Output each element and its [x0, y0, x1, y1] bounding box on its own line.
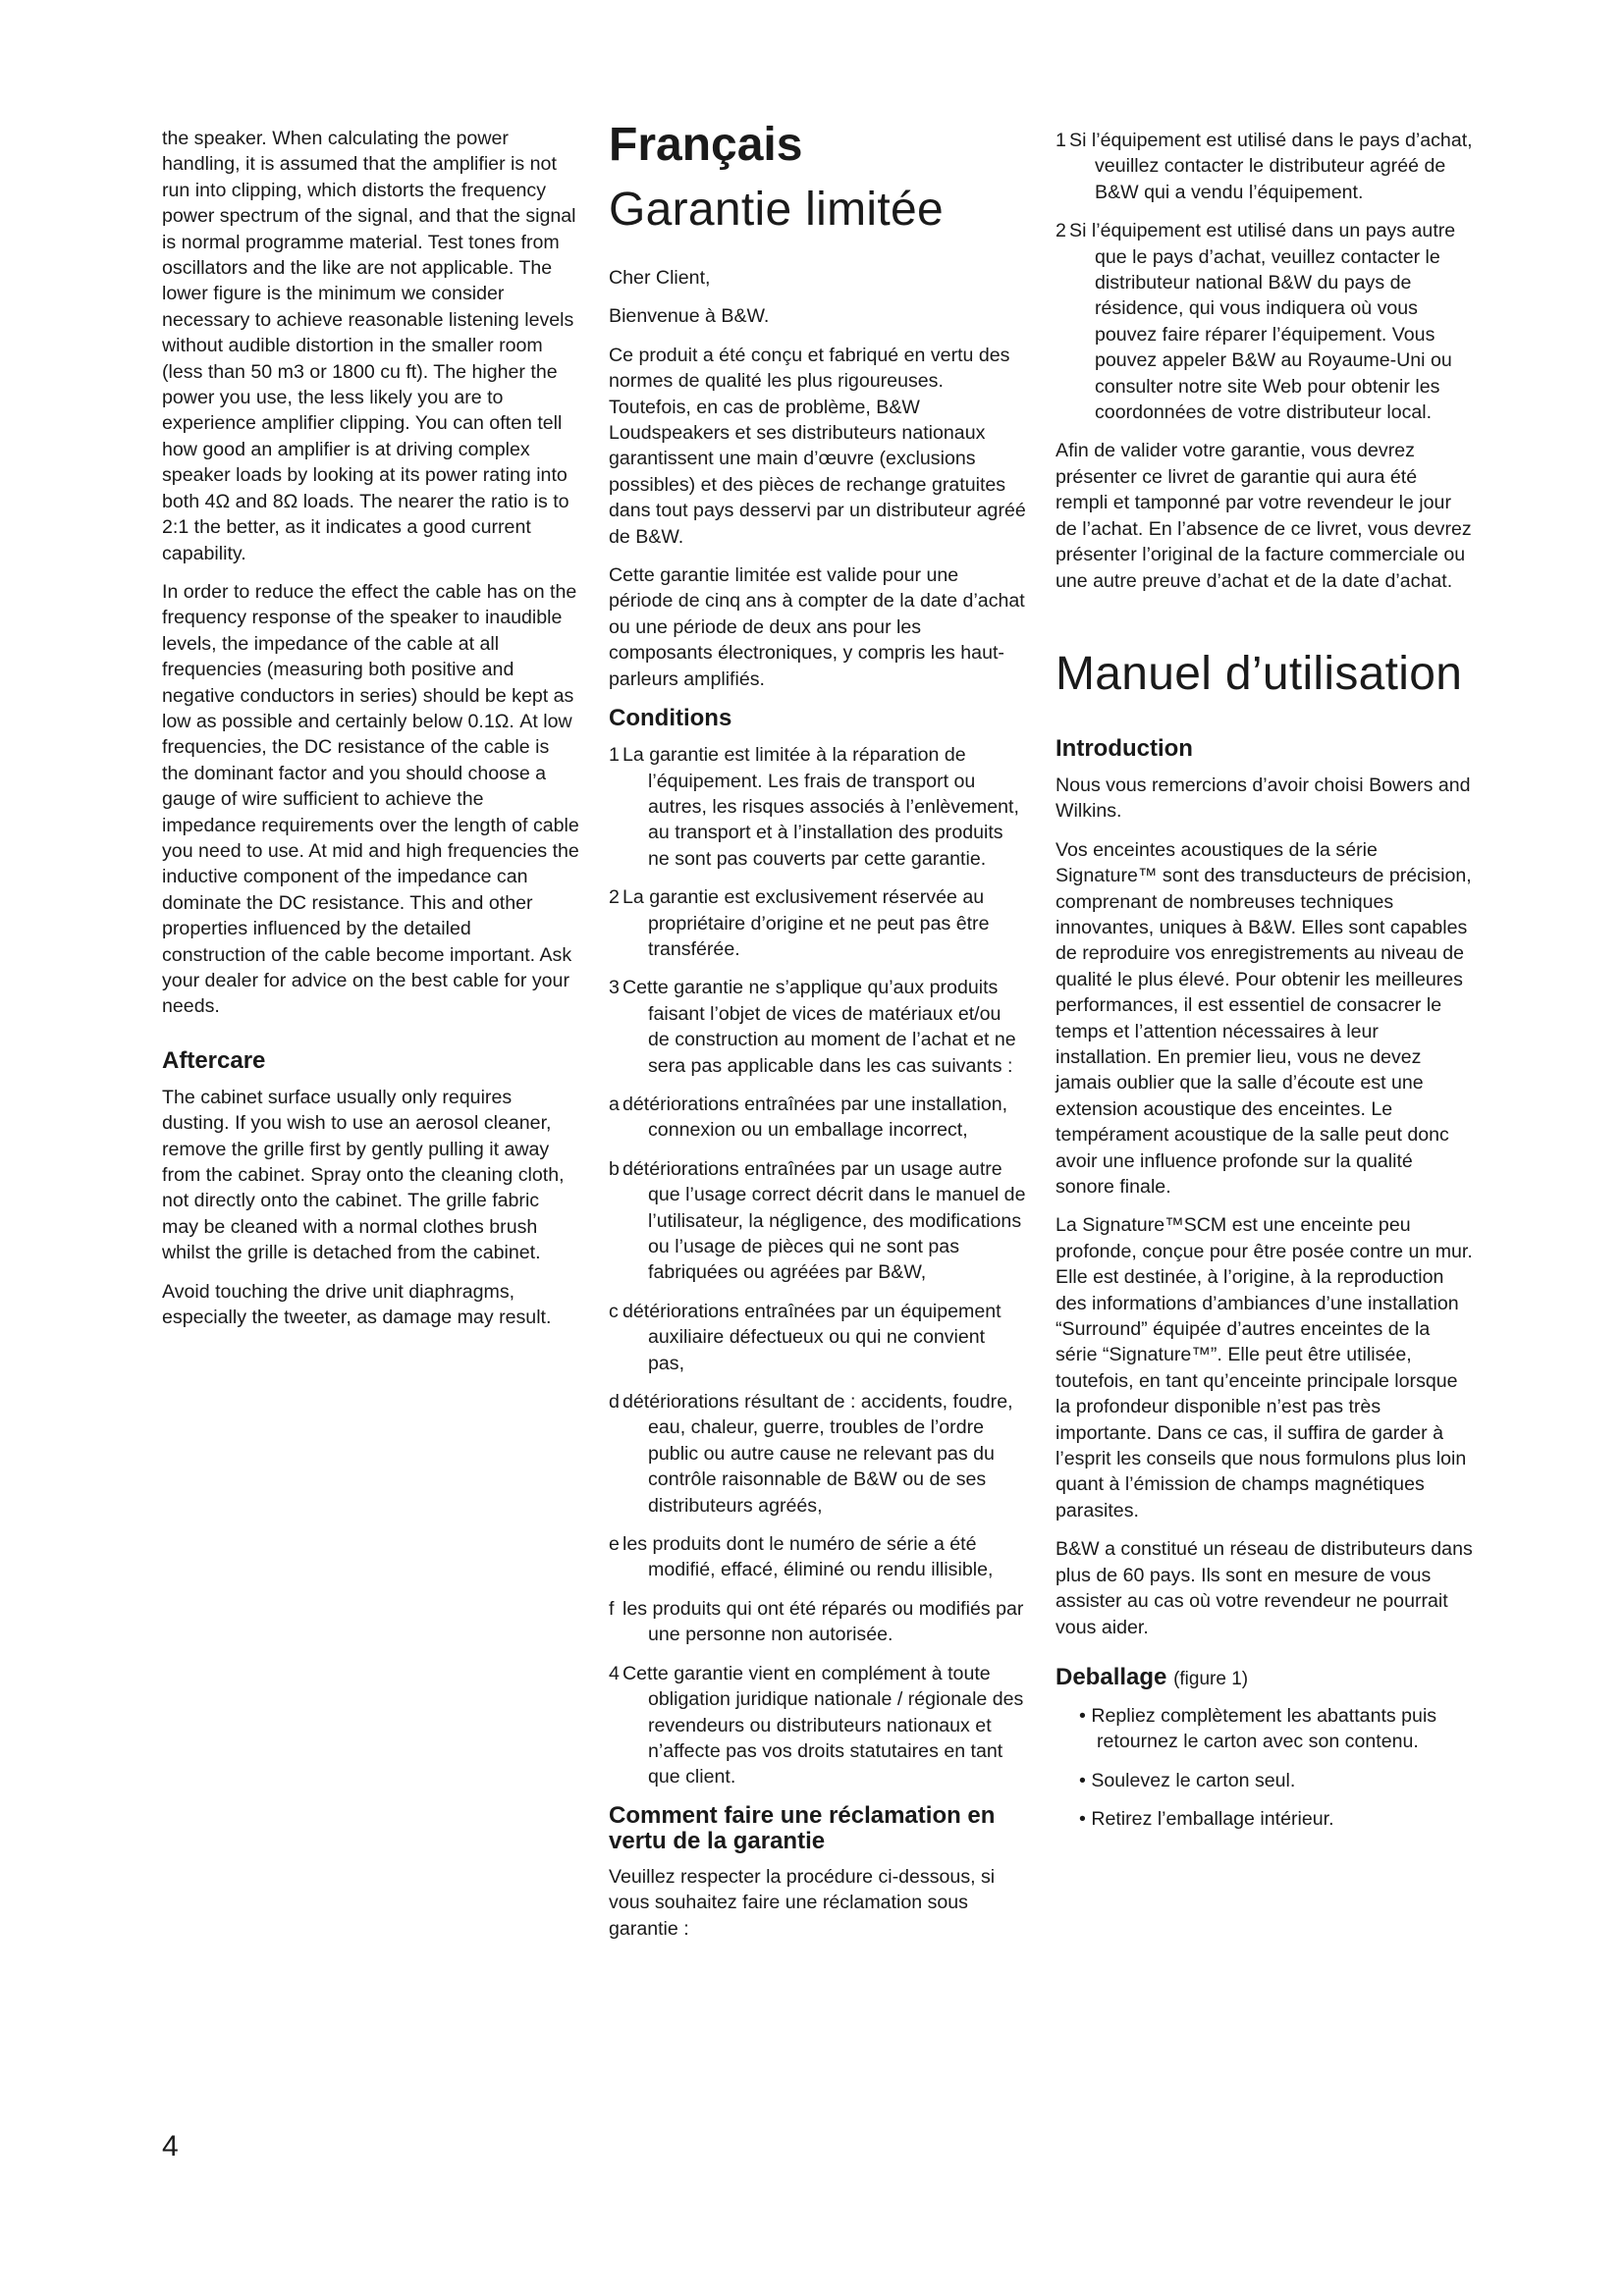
unpacking-label: Deballage	[1056, 1663, 1167, 1690]
condition-item: 2 La garantie est exclusivement réservée au propriétaire d’origine et ne peut pas être transférée.	[609, 886, 990, 960]
condition-item: d détériorations résultant de : accidents, foudre, eau, chaleur, guerre, troubles de l’ordre public ou autre cause ne relevant pas du contrôle raisonnable de B&W ou de ses distributeurs agréés,	[609, 1391, 1013, 1517]
paragraph-aftercare: The cabinet surface usually only requires dusting. If you wish to use an aerosol cleaner, remove the grille first by gently pulling it away from the cabinet. Spray onto the cleaning cloth, not directly onto the cabinet. The grille fabric may be cleaned with a normal clothes brush whilst the grille is detached from the cabinet.	[162, 1086, 565, 1264]
unpack-step: • Repliez complètement les abattants puis retournez le carton avec son contenu.	[1079, 1704, 1437, 1753]
condition-text: La garantie est limitée à la réparation de l’équipement. Les frais de transport ou autres, les risques associés à l’enlèvement, au transport et à l’installation des produits ne sont pas couverts par cette garantie.	[623, 744, 1019, 870]
paragraph-validate-warranty: Afin de valider votre garantie, vous devrez présenter ce livret de garantie qui aura été rempli et tamponné par votre revendeur le jour de l’achat. En l’absence de ce livret, vous devrez présenter l’original de la facture commerciale ou une autre preuve d’achat et de la date d’achat.	[1056, 440, 1472, 592]
manual-title: Manuel d’utilisation	[1056, 647, 1463, 700]
condition-item: 4 Cette garantie vient en complément à toute obligation juridique nationale / régionale des revendeurs ou distributeurs nationaux et n’affecte pas vos droits statutaires en tant que client.	[609, 1662, 1024, 1789]
condition-item: 1 La garantie est limitée à la réparation de l’équipement. Les frais de transport ou autres, les risques associés à l’enlèvement, au transport et à l’installation des produits ne sont pas couverts par cette garantie.	[609, 744, 1019, 870]
condition-item: 3 Cette garantie ne s’applique qu’aux produits faisant l’objet de vices de matériaux et/ou de construction au moment de l’achat et ne sera pas applicable dans les cas suivants :	[609, 977, 1016, 1077]
paragraph-signature-scm: La Signature™SCM est une enceinte peu profonde, conçue pour être posée contre un mur. Elle est destinée, à l’origine, à la reproduction des informations d’ambiances d’une installation “Surround” équipée d’autres enceintes de la série “Signature™”. Elle peut être utilisée, toutefois, en tant qu’enceinte principale lorsque la profondeur disponible n’est pas très importante. Dans ce cas, il suffira de garder à l’esprit les conseils que nous formulons plus loin quant à l’émission de champs magnétiques parasites.	[1056, 1214, 1473, 1522]
paragraph-warranty-period: Cette garantie limitée est valide pour une période de cinq ans à compter de la date d’achat ou une période de deux ans pour les composants électroniques, y compris les haut-parleurs amplifiés.	[609, 564, 1025, 690]
condition-text: détériorations entraînées par un usage autre que l’usage correct décrit dans le manuel de l’utilisateur, la négligence, des modifications ou l’usage de pièces qui ne sont pas fabriquées ou agréées par B&W,	[623, 1157, 1026, 1284]
condition-text: détériorations entraînées par une installation, connexion ou un emballage incorrect,	[623, 1093, 1008, 1142]
welcome: Bienvenue à B&W.	[609, 305, 770, 328]
heading-claim: Comment faire une réclamation en vertu de la garantie	[609, 1801, 996, 1854]
unpack-step-text: Retirez l’emballage intérieur.	[1091, 1808, 1334, 1831]
paragraph-warranty-intro: Ce produit a été conçu et fabriqué en vertu des normes de qualité les plus rigoureuses. Toutefois, en cas de problème, B&W Loudspeakers et ses distributeurs nationaux garantissent une main d’œuvre (exclusions possibles) et des pièces de rechange gratuites dans tout pays desservi par un distributeur agréé de B&W.	[609, 344, 1026, 548]
condition-text: Cette garantie ne s’applique qu’aux produits faisant l’objet de vices de matériaux et/ou de construction au moment de l’achat et ne sera pas applicable dans les cas suivants :	[623, 977, 1016, 1077]
paragraph-avoid-touching: Avoid touching the drive unit diaphragms, especially the tweeter, as damage may result.	[162, 1280, 552, 1329]
unpack-step-text: Repliez complètement les abattants puis retournez le carton avec son contenu.	[1091, 1704, 1437, 1753]
heading-aftercare: Aftercare	[162, 1046, 266, 1074]
condition-text: Cette garantie vient en complément à toute obligation juridique nationale / régionale des revendeurs ou distributeurs nationaux et n’affecte pas vos droits statutaires en tant que client.	[623, 1662, 1024, 1789]
heading-conditions: Conditions	[609, 705, 732, 732]
page-number: 4	[162, 2130, 179, 2163]
condition-item: c détériorations entraînées par un équipement auxiliaire défectueux ou qui ne convient pas,	[609, 1300, 1001, 1374]
heading-introduction: Introduction	[1056, 734, 1193, 762]
heading-unpacking	[1056, 1664, 1473, 1693]
warranty-title: Garantie limitée	[609, 184, 944, 236]
paragraph-thanks: Nous vous remercions d’avoir choisi Bowers and Wilkins.	[1056, 774, 1471, 823]
column-middle	[609, 118, 1026, 1954]
paragraph-signature-series: Vos enceintes acoustiques de la série Signature™ sont des transducteurs de précision, comprenant de nombreuses techniques innovantes, uniques à B&W. Elles sont capables de reproduire vos enregistrements au niveau de qualité le plus élevé. Pour obtenir les meilleures performances, il est essentiel de consacrer le temps et l’attention nécessaires à leur installation. En premier lieu, vous ne devez jamais oublier que la salle d’écoute est une extension acoustique des enceintes. Le tempérament acoustique de la salle peut donc avoir une influence profonde sur la qualité sonore finale.	[1056, 838, 1472, 1198]
condition-text: détériorations entraînées par un équipement auxiliaire défectueux ou qui ne convient pas,	[623, 1300, 1001, 1374]
paragraph-power-handling: the speaker. When calculating the power handling, it is assumed that the amplifier is not run into clipping, which distorts the frequency power spectrum of the signal, and that the signal is normal programme material. Test tones from oscillators and the like are not applicable. The lower figure is the minimum we consider necessary to achieve reasonable listening levels without audible distortion in the smaller room (less than 50 m3 or 1800 cu ft). The higher the power you use, the less likely you are to experience amplifier clipping. You can often tell how good an amplifier is at driving complex speaker loads by looking at its power rating into both 4Ω and 8Ω loads. The nearer the ratio is to 2:1 the better, as it indicates a good current capability.	[162, 128, 576, 564]
paragraph-distributors: B&W a constitué un réseau de distributeurs dans plus de 60 pays. Ils sont en mesure de vous assister au cas où votre revendeur ne pourrait vous aider.	[1056, 1538, 1473, 1638]
claim-step-text: Si l’équipement est utilisé dans un pays autre que le pays d’achat, veuillez contacter le distributeur national B&W du pays de résidence, qui vous indiquera où vous pouvez faire réparer l’équipement. Vous pouvez appeler B&W au Royaume-Uni ou consulter notre site Web pour obtenir les coordonnées de votre distributeur local.	[1069, 220, 1456, 424]
unpack-step-text: Soulevez le carton seul.	[1091, 1769, 1296, 1791]
column-right	[1056, 128, 1473, 1845]
claim-step-text: Si l’équipement est utilisé dans le pays d’achat, veuillez contacter le distributeur agréé de B&W qui a vendu l’équipement.	[1069, 130, 1473, 203]
greeting: Cher Client,	[609, 267, 711, 289]
condition-item: b détériorations entraînées par un usage autre que l’usage correct décrit dans le manuel de l’utilisateur, la négligence, des modifications ou l’usage de pièces qui ne sont pas fabriquées ou agréées par B&W,	[609, 1157, 1026, 1284]
language-heading: Français	[609, 119, 803, 171]
condition-text: La garantie est exclusivement réservée au propriétaire d’origine et ne peut pas être transférée.	[623, 886, 990, 960]
column-left	[162, 126, 579, 1343]
unpack-step: • Retirez l’emballage intérieur.	[1079, 1808, 1334, 1831]
condition-item: f les produits qui ont été réparés ou modifiés par une personne non autorisée.	[609, 1597, 1024, 1646]
condition-item: a détériorations entraînées par une installation, connexion ou un emballage incorrect,	[609, 1093, 1008, 1142]
condition-item: e les produits dont le numéro de série a été modifié, effacé, éliminé ou rendu illisible,	[609, 1533, 994, 1581]
condition-text: les produits qui ont été réparés ou modifiés par une personne non autorisée.	[623, 1597, 1024, 1646]
claim-step-item: 1 Si l’équipement est utilisé dans le pays d’achat, veuillez contacter le distributeur agréé de B&W qui a vendu l’équipement.	[1056, 130, 1473, 203]
condition-text: les produits dont le numéro de série a été modifié, effacé, éliminé ou rendu illisible,	[623, 1533, 994, 1581]
claim-step-item: 2 Si l’équipement est utilisé dans un pays autre que le pays d’achat, veuillez contacter le distributeur national B&W du pays de résidence, qui vous indiquera où vous pouvez faire réparer l’équipement. Vous pouvez appeler B&W au Royaume-Uni ou consulter notre site Web pour obtenir les coordonnées de votre distributeur local.	[1056, 220, 1456, 424]
unpack-step: • Soulevez le carton seul.	[1079, 1769, 1296, 1791]
paragraph-claim: Veuillez respecter la procédure ci-dessous, si vous souhaitez faire une réclamation sous garantie :	[609, 1865, 996, 1940]
paragraph-cable: In order to reduce the effect the cable has on the frequency response of the speaker to inaudible levels, the impedance of the cable at all frequencies (measuring both positive and negative conductors in series) should be kept as low as possible and certainly below 0.1Ω. At low frequencies, the DC resistance of the cable is the dominant factor and you should choose a gauge of wire sufficient to achieve the impedance requirements over the length of cable you need to use. At mid and high frequencies the inductive component of the impedance can dominate the DC resistance. This and other properties influenced by the detailed construction of the cable become important. Ask your dealer for advice on the best cable for your needs.	[162, 580, 579, 1018]
condition-text: détériorations résultant de : accidents, foudre, eau, chaleur, guerre, troubles de l’ordre public ou autre cause ne relevant pas du contrôle raisonnable de B&W ou de ses distributeurs agréés,	[623, 1391, 1013, 1517]
figure-reference: (figure 1)	[1173, 1668, 1249, 1689]
